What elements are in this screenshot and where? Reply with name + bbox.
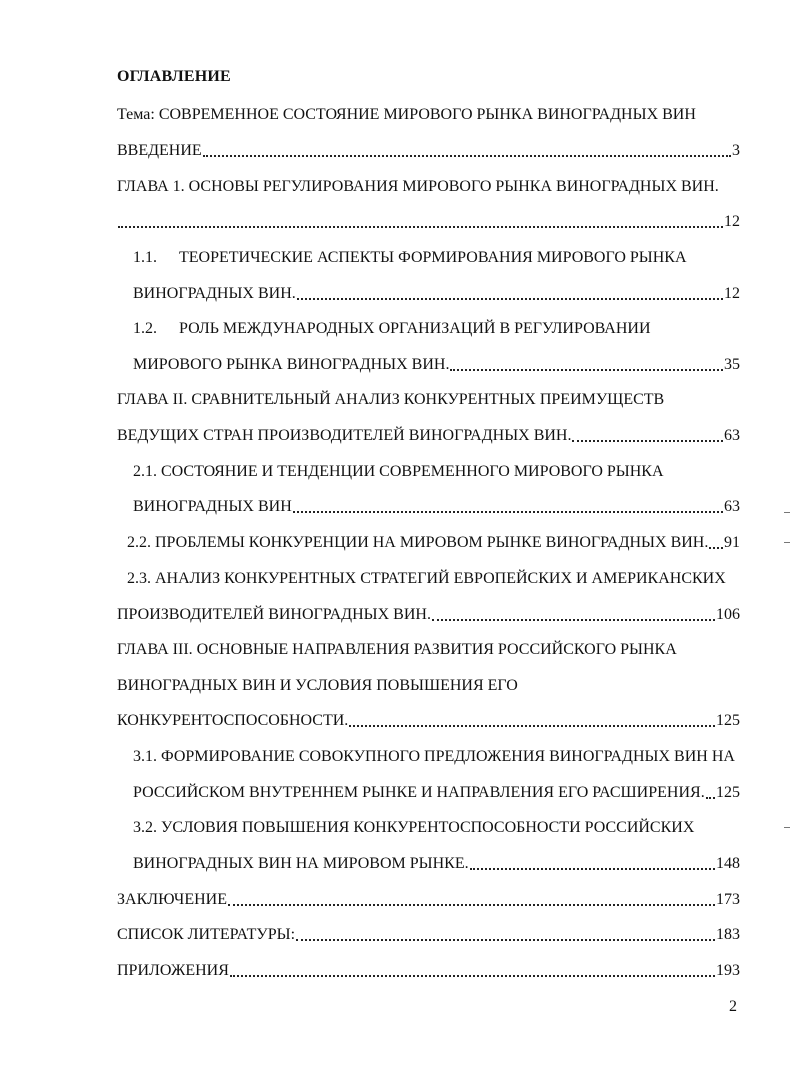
toc-entry-page: 63 [724,498,740,515]
section-number: 1.2. [133,320,157,337]
scan-mark [784,542,790,543]
toc-section-3-2-title: 3.2. УСЛОВИЯ ПОВЫШЕНИЯ КОНКУРЕНТОСПОСОБНОСТИ РОССИЙСКИХ [133,819,695,836]
toc-section-1-2-title [133,319,651,339]
toc-entry-title: ВЕДУЩИХ СТРАН ПРОИЗВОДИТЕЛЕЙ ВИНОГРАДНЫХ ВИН. [117,427,572,444]
toc-entry-page: 12 [724,213,740,230]
toc-entry-title: ВВЕДЕНИЕ [117,142,202,159]
dot-leader [230,961,715,977]
scan-mark [784,512,790,513]
dot-leader [228,890,715,906]
toc-chapter-2-title: ГЛАВА II. СРАВНИТЕЛЬНЫЙ АНАЛИЗ КОНКУРЕНТНЫХ ПРЕИМУЩЕСТВ [117,391,665,408]
toc-entry-title: 2.2. ПРОБЛЕМЫ КОНКУРЕНЦИИ НА МИРОВОМ РЫНКЕ ВИНОГРАДНЫХ ВИН. [127,534,709,551]
toc-entry-chapter-3[interactable] [117,711,740,731]
dot-leader [293,497,723,513]
toc-entry-chapter-2[interactable] [117,426,740,446]
toc-entry-page: 63 [724,427,740,444]
toc-entry-page: 125 [716,784,740,801]
toc-entry-title: ПРОИЗВОДИТЕЛЕЙ ВИНОГРАДНЫХ ВИН. [117,606,431,623]
toc-entry-section-2-3[interactable] [117,605,740,625]
topic-line: Тема: СОВРЕМЕННОЕ СОСТОЯНИЕ МИРОВОГО РЫНКА ВИНОГРАДНЫХ ВИН [117,106,696,123]
toc-entry-page: 3 [732,142,740,159]
dot-leader [706,783,715,799]
dot-leader [709,533,723,549]
toc-entry-page: 183 [716,926,740,943]
toc-entry-title: ВИНОГРАДНЫХ ВИН [133,498,292,515]
toc-entry-section-3-1[interactable] [133,783,740,803]
toc-section-3-1-title: 3.1. ФОРМИРОВАНИЕ СОВОКУПНОГО ПРЕДЛОЖЕНИЯ ВИНОГРАДНЫХ ВИН НА [133,748,735,765]
toc-entry-title: МИРОВОГО РЫНКА ВИНОГРАДНЫХ ВИН. [133,356,450,373]
page-number: 2 [729,998,737,1015]
toc-entry-conclusion[interactable] [117,890,740,910]
toc-section-1-1-title [133,248,687,268]
toc-entry-page: 173 [716,891,740,908]
toc-entry-title: ВИНОГРАДНЫХ ВИН НА МИРОВОМ РЫНКЕ. [133,855,469,872]
toc-entry-title: ВИНОГРАДНЫХ ВИН. [133,285,296,302]
dot-leader [349,711,715,727]
toc-entry-page: 12 [724,285,740,302]
toc-entry-page: 148 [716,855,740,872]
toc-entry-page: 35 [724,356,740,373]
dot-leader [296,925,715,941]
section-number: 1.1. [133,249,157,266]
dot-leader [297,284,723,300]
toc-entry-page: 125 [716,712,740,729]
dot-leader [432,605,715,621]
toc-entry-title: РОССИЙСКОМ ВНУТРЕННЕМ РЫНКЕ И НАПРАВЛЕНИЯ ЕГО РАСШИРЕНИЯ. [133,784,705,801]
toc-entry-section-2-2[interactable] [127,533,740,553]
toc-chapter-1-title: ГЛАВА 1. ОСНОВЫ РЕГУЛИРОВАНИЯ МИРОВОГО РЫНКА ВИНОГРАДНЫХ ВИН. [117,178,719,195]
toc-entry-page: 193 [716,962,740,979]
toc-entry-title: КОНКУРЕНТОСПОСОБНОСТИ. [117,712,349,729]
toc-entry-title: ЗАКЛЮЧЕНИЕ [117,891,227,908]
toc-section-2-1-title: 2.1. СОСТОЯНИЕ И ТЕНДЕНЦИИ СОВРЕМЕННОГО МИРОВОГО РЫНКА [133,463,664,480]
dot-leader [450,355,723,371]
toc-entry-appendices[interactable] [117,961,740,981]
toc-section-2-3-title: 2.3. АНАЛИЗ КОНКУРЕНТНЫХ СТРАТЕГИЙ ЕВРОПЕЙСКИХ И АМЕРИКАНСКИХ [127,570,726,587]
toc-chapter-3-title-line-2: ВИНОГРАДНЫХ ВИН И УСЛОВИЯ ПОВЫШЕНИЯ ЕГО [117,677,518,694]
dot-leader [118,212,723,228]
toc-entry-section-2-1[interactable] [133,497,740,517]
toc-entry-references[interactable] [117,925,740,945]
scan-mark [784,827,790,828]
toc-entry-page: 91 [724,534,740,551]
section-title-line: ТЕОРЕТИЧЕСКИЕ АСПЕКТЫ ФОРМИРОВАНИЯ МИРОВОГО РЫНКА [179,249,687,266]
dot-leader [203,141,731,157]
toc-entry-section-3-2[interactable] [133,854,740,874]
toc-entry-section-1-1[interactable] [133,284,740,304]
toc-entry-title: ПРИЛОЖЕНИЯ [117,962,229,979]
toc-entry-page: 106 [716,606,740,623]
toc-chapter-3-title: ГЛАВА III. ОСНОВНЫЕ НАПРАВЛЕНИЯ РАЗВИТИЯ РОССИЙСКОГО РЫНКА [117,641,677,658]
toc-heading: ОГЛАВЛЕНИЕ [117,68,231,85]
section-title-line: РОЛЬ МЕЖДУНАРОДНЫХ ОРГАНИЗАЦИЙ В РЕГУЛИРОВАНИИ [179,320,651,337]
toc-entry-title: СПИСОК ЛИТЕРАТУРЫ: [117,926,296,943]
toc-entry-section-1-2[interactable] [133,355,740,375]
toc-entry-introduction[interactable] [117,141,740,161]
dot-leader [572,426,723,442]
dot-leader [470,854,715,870]
toc-entry-chapter-1[interactable] [117,212,740,232]
